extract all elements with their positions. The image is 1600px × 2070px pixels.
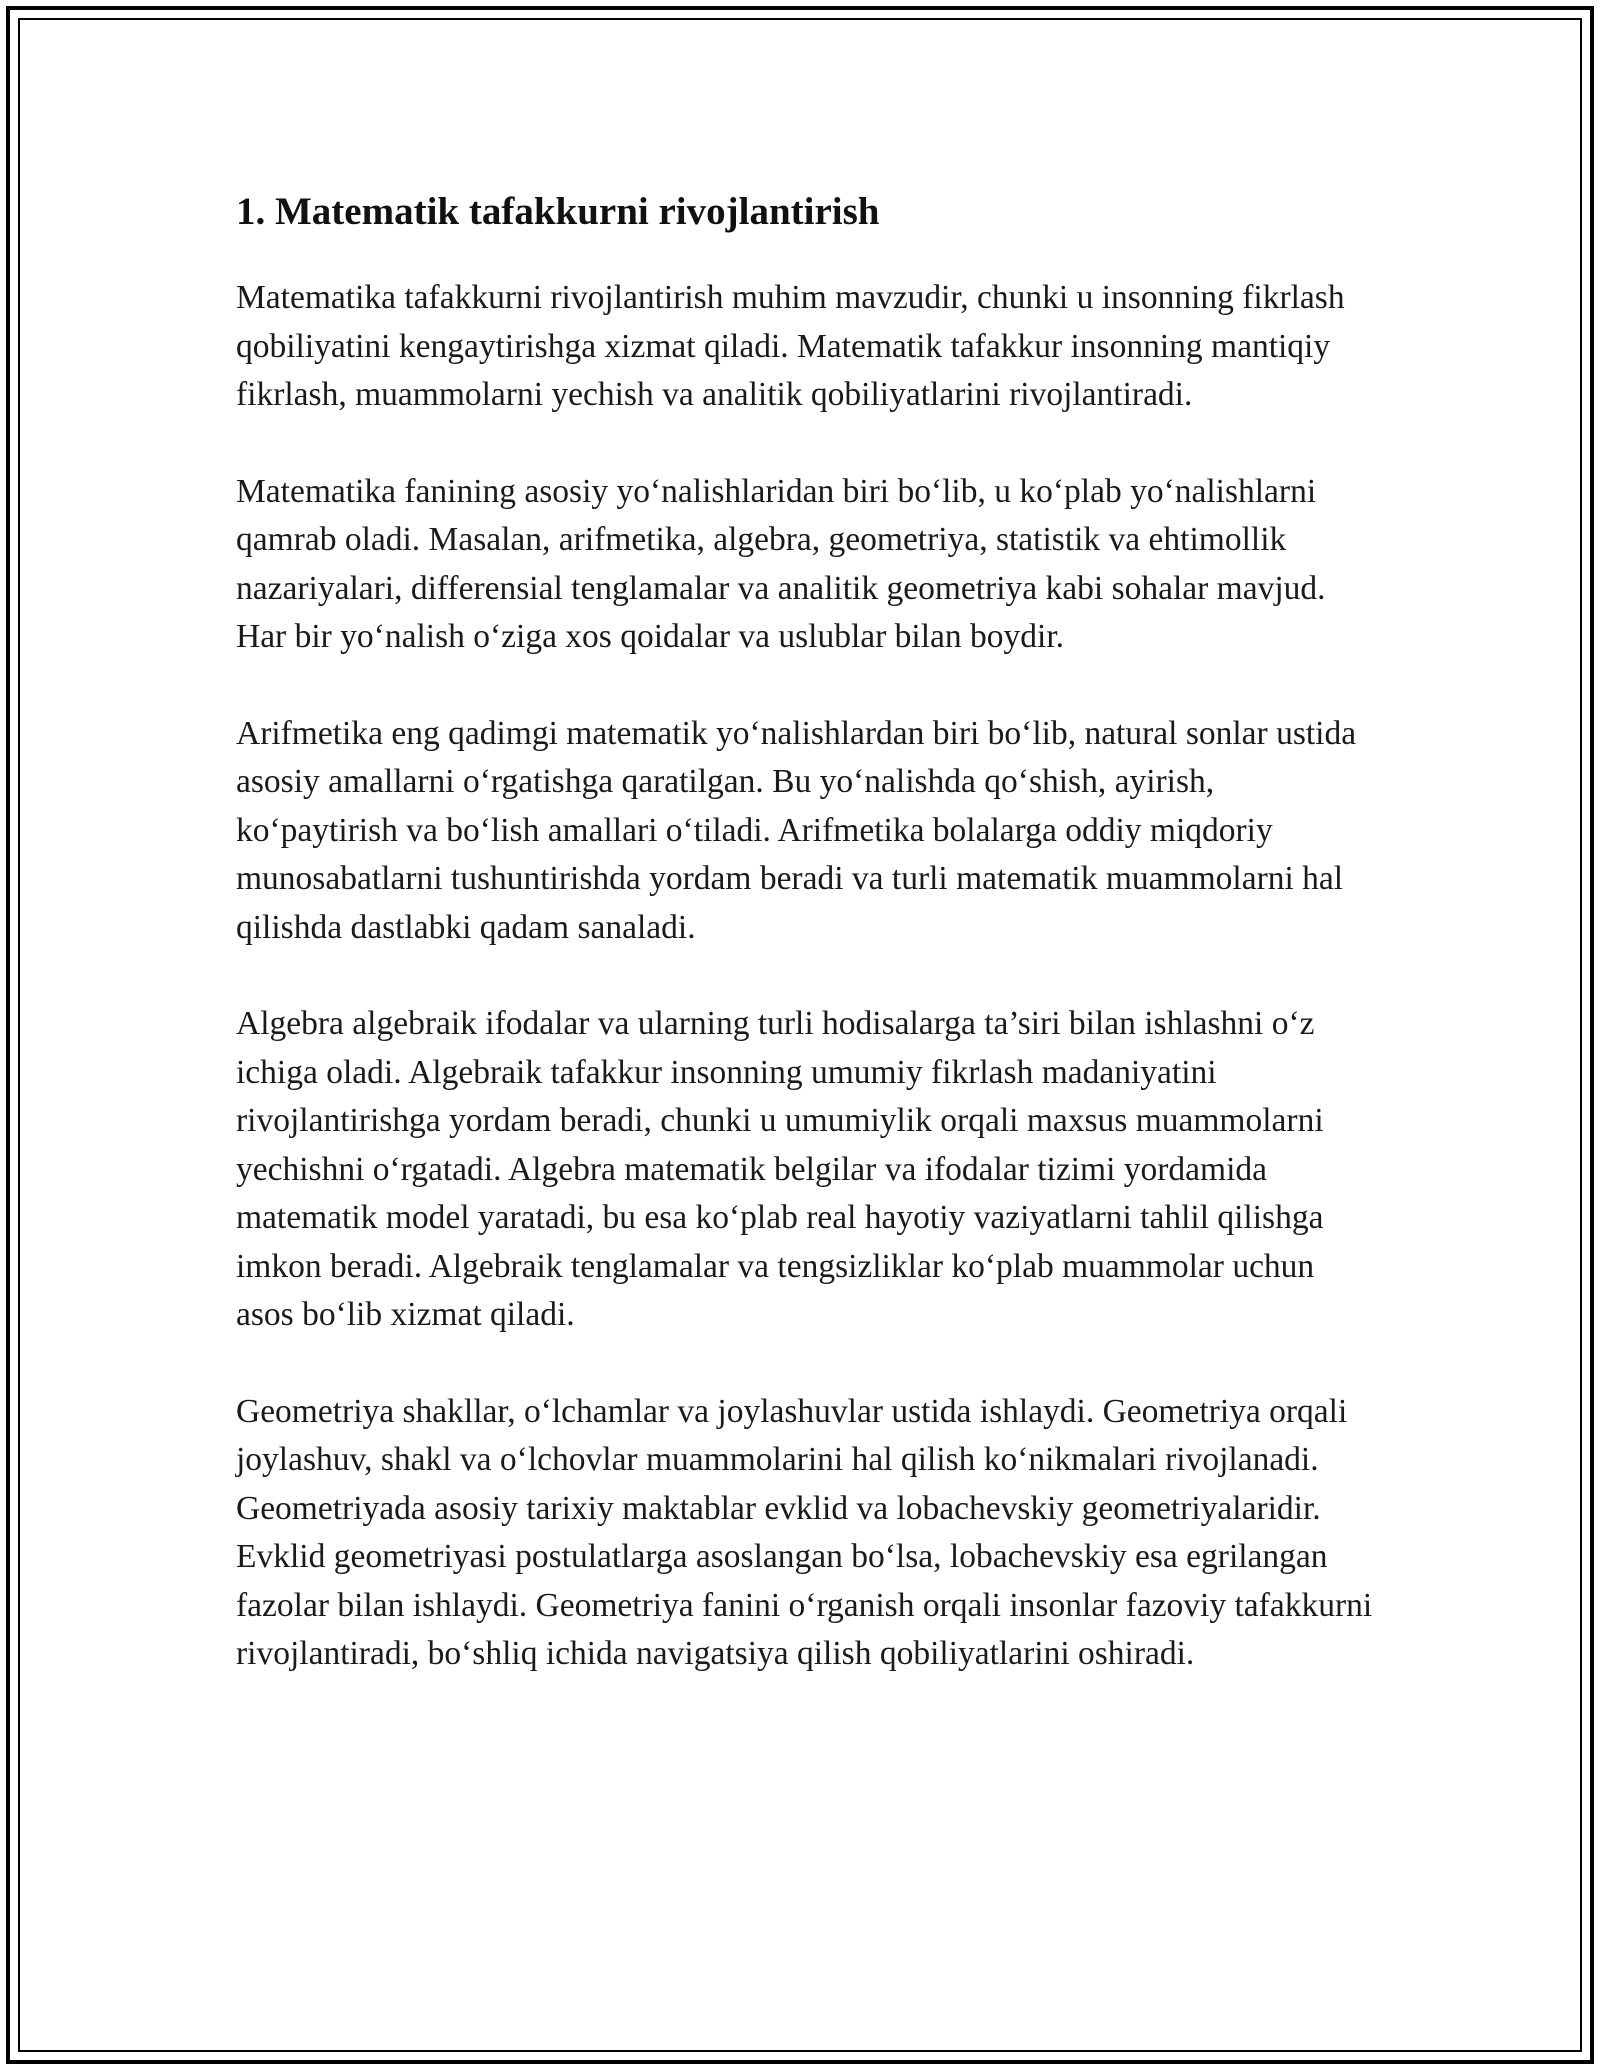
paragraph-algebra: Algebra algebraik ifodalar va ularning turli hodisalarga ta’siri bilan ishlashni o‘z ichiga oladi. Algebraik tafakkur insonning umumiy fikrlash madaniyatini rivojlantirishga yordam beradi, chunki u umumiylik orqali maxsus muammolarni yechishni o‘rgatadi. Algebra matematik belgilar va ifodalar tizimi yordamida matematik model yaratadi, bu esa ko‘plab real hayotiy vaziyatlarni tahlil qilishga imkon beradi. Algebraik tenglamalar va tengsizliklar ko‘plab muammolar uchun asos bo‘lib xizmat qiladi.	[236, 1005, 1324, 1333]
document-body	[236, 186, 1376, 1727]
section-heading: 1. Matematik tafakkurni rivojlantirish	[236, 190, 880, 233]
paragraph-branches: Matematika fanining asosiy yo‘nalishlaridan biri bo‘lib, u ko‘plab yo‘nalishlarni qamrab oladi. Masalan, arifmetika, algebra, geometriya, statistik va ehtimollik nazariyalari, differensial tenglamalar va analitik geometriya kabi sohalar mavjud. Har bir yo‘nalish o‘ziga xos qoidalar va uslublar bilan boydir.	[236, 472, 1326, 655]
paragraph-intro: Matematika tafakkurni rivojlantirish muhim mavzudir, chunki u insonning fikrlash qobiliyatini kengaytirishga xizmat qiladi. Matematik tafakkur insonning mantiqiy fikrlash, muammolarni yechish va analitik qobiliyatlarini rivojlantiradi.	[236, 279, 1345, 413]
paragraph-geometry: Geometriya shakllar, o‘lchamlar va joylashuvlar ustida ishlaydi. Geometriya orqali joylashuv, shakl va o‘lchovlar muammolarini hal qilish ko‘nikmalari rivojlanadi. Geometriyada asosiy tarixiy maktablar evklid va lobachevskiy geometriyalaridir. Evklid geometriyasi postulatlarga asoslangan bo‘lsa, lobachevskiy esa egrilangan fazolar bilan ishlaydi. Geometriya fanini o‘rganish orqali insonlar fazoviy tafakkurni rivojlantiradi, bo‘shliq ichida navigatsiya qilish qobiliyatlarini oshiradi.	[236, 1392, 1373, 1672]
paragraph-arithmetic: Arifmetika eng qadimgi matematik yo‘nalishlardan biri bo‘lib, natural sonlar ustida asosiy amallarni o‘rgatishga qaratilgan. Bu yo‘nalishda qo‘shish, ayirish, ko‘paytirish va bo‘lish amallari o‘tiladi. Arifmetika bolalarga oddiy miqdoriy munosabatlarni tushuntirishda yordam beradi va turli matematik muammolarni hal qilishda dastlabki qadam sanaladi.	[236, 714, 1357, 946]
